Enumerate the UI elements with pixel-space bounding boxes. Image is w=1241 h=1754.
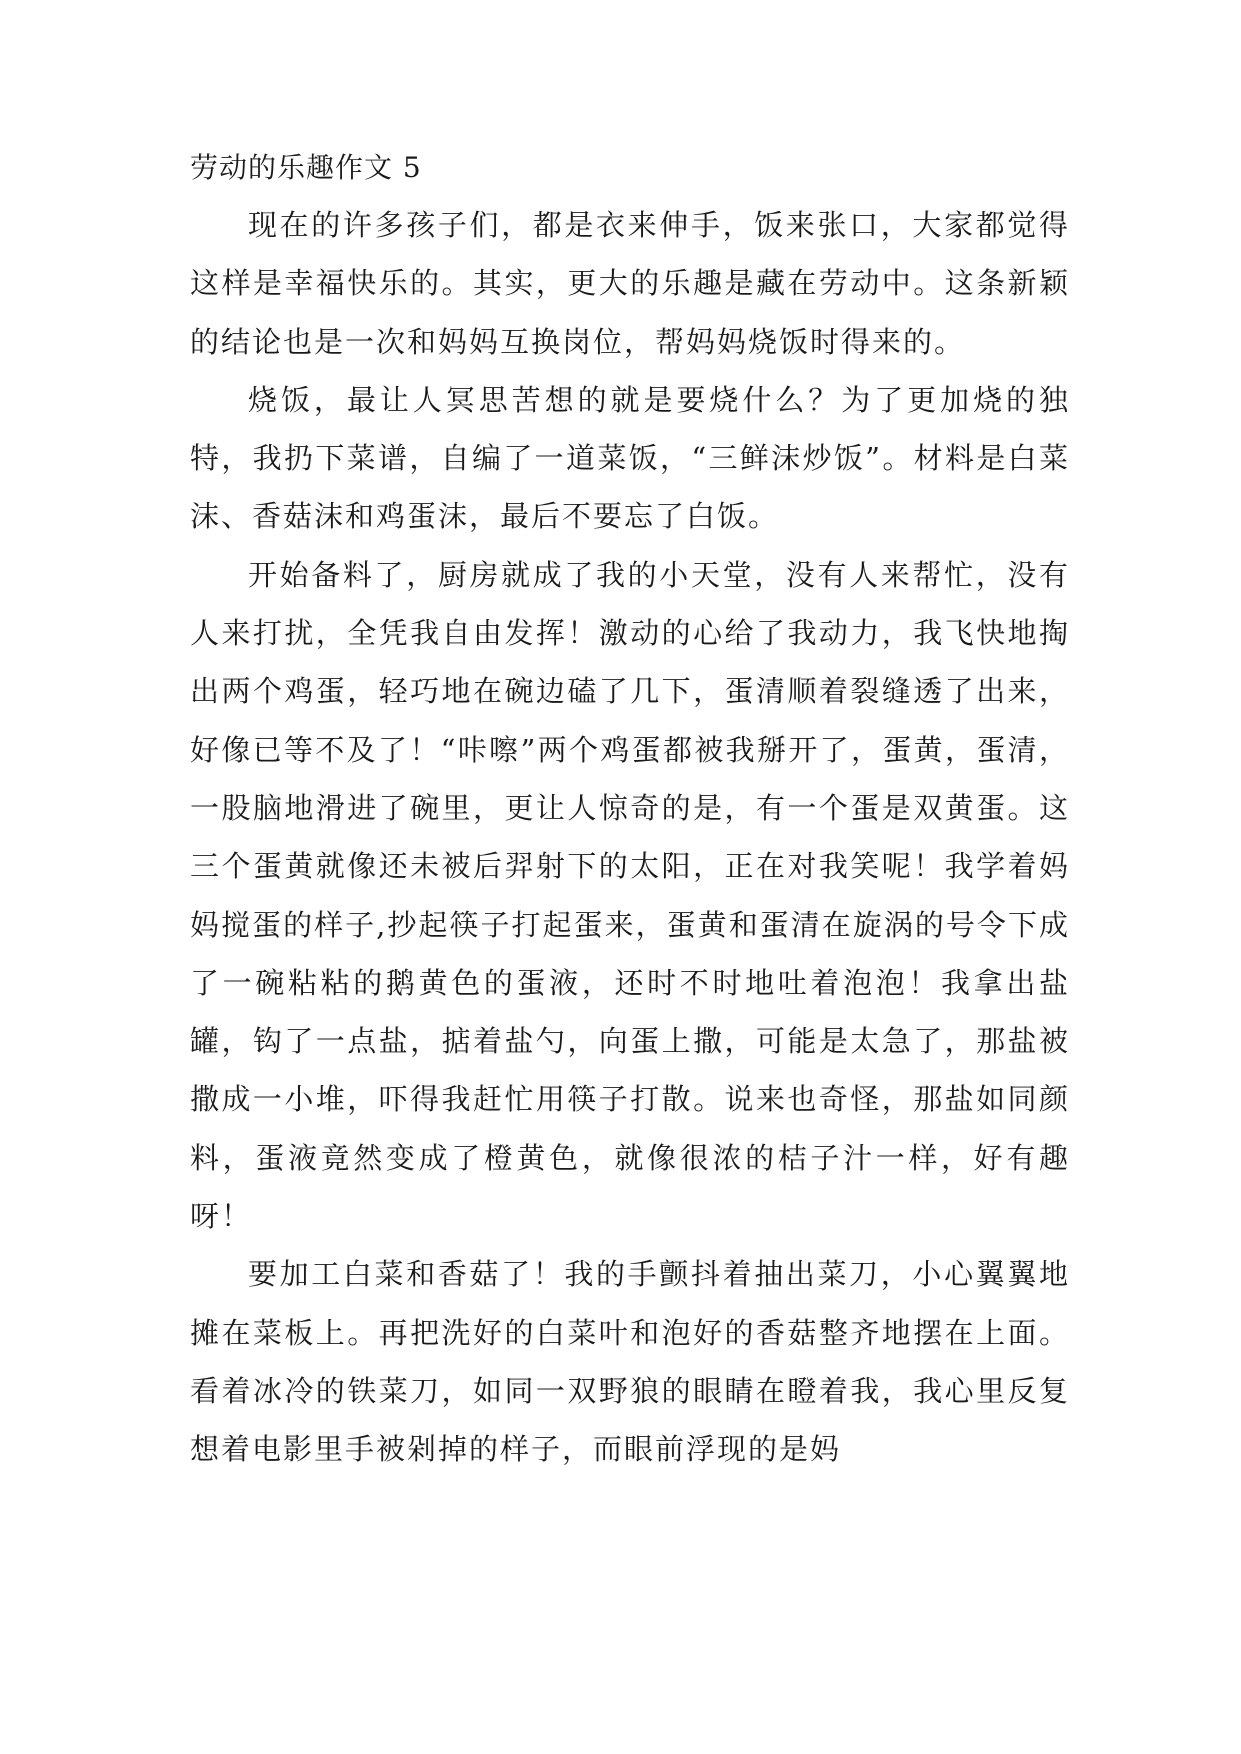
- essay-paragraph: 要加工白菜和香菇了！我的手颤抖着抽出菜刀，小心翼翼地摊在菜板上。再把洗好的白菜叶和泡好的香菇整齐地摆在上面。看着冰冷的铁菜刀，如同一双野狼的眼睛在瞪着我，我心里反复想着电影里手被剁掉的样子，而眼前浮现的是妈: [190, 1257, 1070, 1467]
- essay-title: 劳动的乐趣作文 5: [190, 151, 422, 184]
- essay-paragraph: 开始备料了，厨房就成了我的小天堂，没有人来帮忙，没有人来打扰，全凭我自由发挥！激动的心给了我动力，我飞快地掏出两个鸡蛋，轻巧地在碗边磕了几下，蛋清顺着裂缝透了出来，好像已等不及了！“咔嚓”两个鸡蛋都被我掰开了，蛋黄，蛋清，一股脑地滑进了碗里，更让人惊奇的是，有一个蛋是双黄蛋。这三个蛋黄就像还未被后羿射下的太阳，正在对我笑呢！我学着妈妈搅蛋的样子,抄起筷子打起蛋来，蛋黄和蛋清在旋涡的号令下成了一碗粘粘的鹅黄色的蛋液，还时不时地吐着泡泡！我拿出盐罐，钩了一点盐，掂着盐勺，向蛋上撒，可能是太急了，那盐被撒成一小堆，吓得我赶忙用筷子打散。说来也奇怪，那盐如同颜料，蛋液竟然变成了橙黄色，就像很浓的桔子汁一样，好有趣呀！: [190, 557, 1070, 1234]
- essay-paragraph: 现在的许多孩子们，都是衣来伸手，饭来张口，大家都觉得这样是幸福快乐的。其实，更大的乐趣是藏在劳动中。这条新颖的结论也是一次和妈妈互换岗位，帮妈妈烧饭时得来的。: [190, 208, 1070, 359]
- essay-body: [190, 140, 1070, 1479]
- essay-paragraph: 烧饭，最让人冥思苦想的就是要烧什么？为了更加烧的独特，我扔下菜谱，自编了一道菜饭，“三鲜沫炒饭”。材料是白菜沫、香菇沫和鸡蛋沫，最后不要忘了白饭。: [190, 382, 1070, 534]
